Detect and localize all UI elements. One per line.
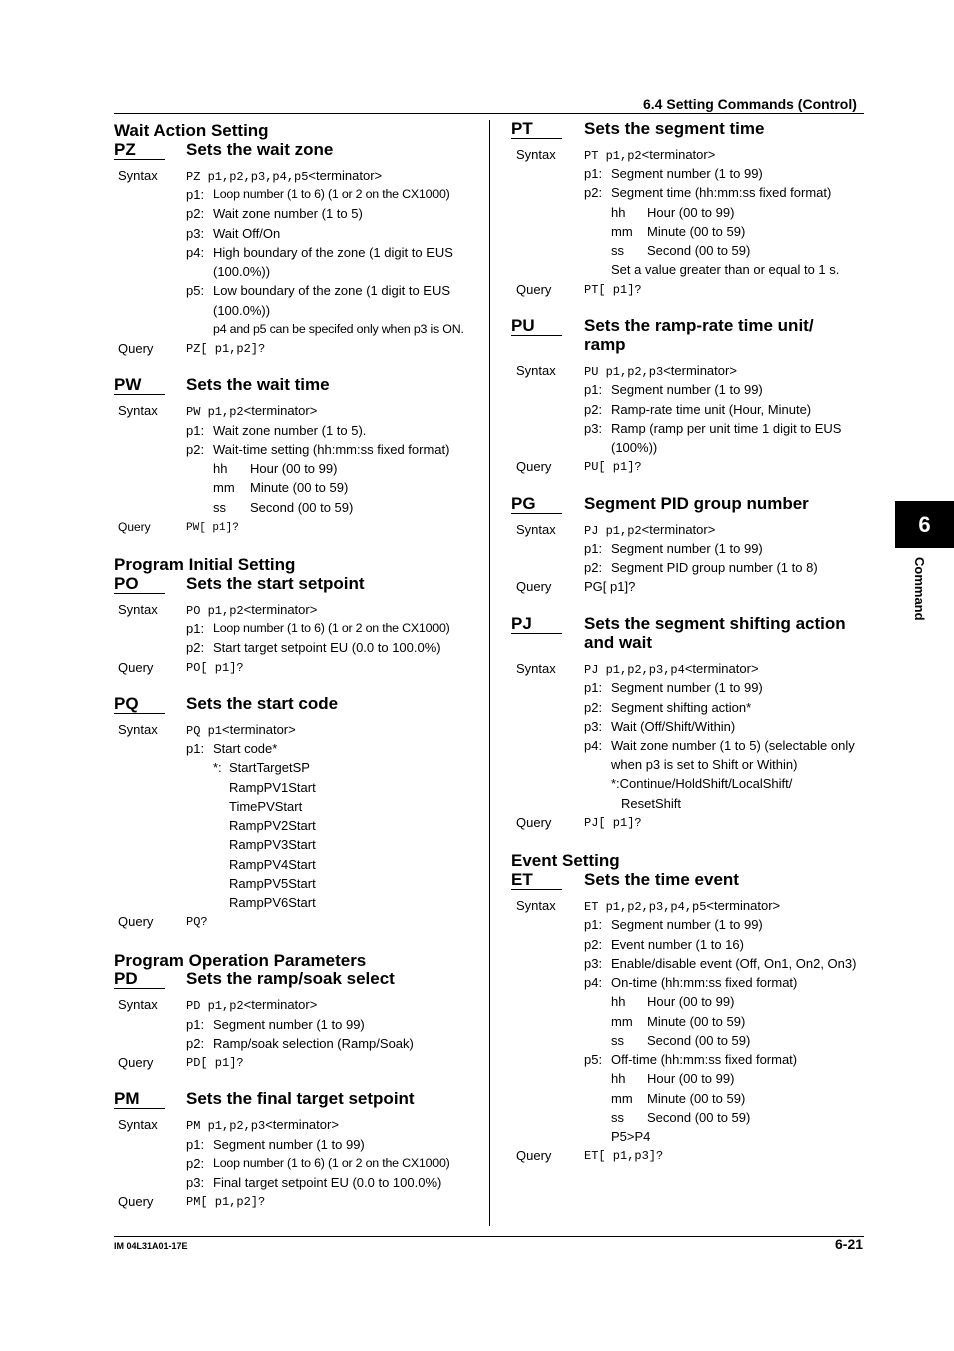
- time-unit: ss: [611, 243, 624, 258]
- command-code: PQ: [114, 694, 139, 713]
- param-desc: Segment number (1 to 99): [213, 1137, 365, 1152]
- start-code-item: RampPV1Start: [229, 780, 316, 795]
- param-desc: Wait zone number (1 to 5) (selectable only: [611, 738, 855, 753]
- query-label: Query: [118, 1194, 154, 1209]
- query-label: Query: [516, 282, 552, 297]
- running-header: 6.4 Setting Commands (Control): [643, 96, 857, 112]
- query-label: Query: [118, 341, 154, 356]
- time-unit: hh: [611, 994, 626, 1009]
- param-desc: Start code*: [213, 741, 278, 756]
- time-unit-desc: Second (00 to 59): [647, 1110, 751, 1125]
- param-desc: Loop number (1 to 6) (1 or 2 on the CX1000): [213, 1156, 450, 1170]
- start-code-item: RampPV6Start: [229, 895, 316, 910]
- time-unit: hh: [611, 1071, 626, 1086]
- syntax-label: Syntax: [516, 147, 556, 162]
- code-underline: [511, 889, 562, 890]
- footnote-marker: *:: [213, 760, 222, 775]
- param-desc-cont: (100.0%)): [213, 303, 271, 318]
- query-syntax: PW[ p1]?: [186, 522, 239, 534]
- param-desc: Enable/disable event (Off, On1, On2, On3): [611, 956, 857, 971]
- document-id: IM 04L31A01-17E: [114, 1241, 188, 1251]
- param-desc: Wait Off/On: [213, 226, 281, 241]
- param-desc: Wait zone number (1 to 5).: [213, 423, 367, 438]
- command-title: Sets the wait time: [186, 375, 330, 394]
- footnote: *:Continue/HoldShift/LocalShift/: [611, 776, 793, 791]
- param-desc-cont: (100%)): [611, 440, 658, 455]
- time-unit-desc: Minute (00 to 59): [647, 1091, 746, 1106]
- syntax-label: Syntax: [118, 997, 158, 1012]
- command-code: PZ: [114, 140, 136, 159]
- time-unit: mm: [611, 224, 633, 239]
- syntax-line: PW p1,p2<terminator>: [186, 403, 318, 419]
- param-label: p4:: [584, 975, 603, 990]
- param-label: p3:: [584, 719, 603, 734]
- command-code: PG: [511, 494, 536, 513]
- param-desc: Ramp-rate time unit (Hour, Minute): [611, 402, 812, 417]
- param-desc: Loop number (1 to 6) (1 or 2 on the CX1000): [213, 621, 450, 635]
- code-underline: [114, 593, 165, 594]
- param-label: p1:: [584, 382, 603, 397]
- query-syntax: PG[ p1]?: [584, 579, 636, 594]
- code-underline: [114, 988, 165, 989]
- command-code: PM: [114, 1089, 140, 1108]
- start-code-item: RampPV4Start: [229, 857, 316, 872]
- param-label: p1:: [186, 1137, 205, 1152]
- param-label: p5:: [186, 283, 205, 298]
- param-label: p1:: [584, 166, 603, 181]
- param-label: p2:: [584, 402, 603, 417]
- param-label: p1:: [186, 741, 205, 756]
- note: Set a value greater than or equal to 1 s.: [611, 262, 840, 277]
- section-heading: Program Operation Parameters: [114, 951, 367, 970]
- param-label: p2:: [584, 937, 603, 952]
- syntax-line: PJ p1,p2,p3,p4<terminator>: [584, 661, 759, 677]
- query-label: Query: [516, 815, 552, 830]
- query-label: Query: [118, 660, 154, 675]
- time-unit-desc: Minute (00 to 59): [250, 480, 349, 495]
- code-underline: [511, 513, 562, 514]
- param-desc-cont: (100.0%)): [213, 264, 271, 279]
- start-code-item: RampPV5Start: [229, 876, 316, 891]
- param-desc: Segment number (1 to 99): [611, 680, 763, 695]
- syntax-label: Syntax: [118, 602, 158, 617]
- param-label: p1:: [584, 680, 603, 695]
- query-syntax: PJ[ p1]?: [584, 816, 642, 830]
- command-title: Segment PID group number: [584, 494, 809, 513]
- param-label: p3:: [186, 1175, 205, 1190]
- time-unit: ss: [213, 500, 226, 515]
- param-label: p4:: [584, 738, 603, 753]
- param-label: p2:: [186, 1156, 205, 1171]
- section-heading: Event Setting: [511, 851, 620, 870]
- command-code: PT: [511, 119, 533, 138]
- syntax-line: PJ p1,p2<terminator>: [584, 522, 716, 538]
- param-desc: Segment number (1 to 99): [611, 541, 763, 556]
- query-label: Query: [516, 1148, 552, 1163]
- column-divider: [489, 120, 490, 1226]
- command-title: Sets the time event: [584, 870, 739, 889]
- param-desc: Wait zone number (1 to 5): [213, 206, 363, 221]
- query-label: Query: [118, 1055, 154, 1070]
- syntax-line: ET p1,p2,p3,p4,p5<terminator>: [584, 898, 781, 914]
- syntax-line: PM p1,p2,p3<terminator>: [186, 1117, 339, 1133]
- chapter-tab: 6: [895, 501, 954, 548]
- param-desc-cont: when p3 is set to Shift or Within): [611, 757, 798, 772]
- note: p4 and p5 can be specifed only when p3 is ON.: [213, 322, 464, 336]
- param-label: p1:: [186, 1017, 205, 1032]
- param-desc: Wait (Off/Shift/Within): [611, 719, 736, 734]
- param-desc: Segment number (1 to 99): [611, 166, 763, 181]
- header-rule: [114, 113, 864, 114]
- start-code-item: RampPV3Start: [229, 837, 316, 852]
- time-unit-desc: Second (00 to 59): [250, 500, 354, 515]
- time-unit-desc: Minute (00 to 59): [647, 1014, 746, 1029]
- command-code: PJ: [511, 614, 532, 633]
- command-code: ET: [511, 870, 533, 889]
- time-unit-desc: Second (00 to 59): [647, 1033, 751, 1048]
- command-title-cont: ramp: [584, 335, 626, 354]
- param-label: p3:: [584, 421, 603, 436]
- param-desc: Segment PID group number (1 to 8): [611, 560, 818, 575]
- query-label: Query: [516, 579, 552, 594]
- start-code-item: StartTargetSP: [229, 760, 310, 775]
- syntax-label: Syntax: [516, 898, 556, 913]
- time-unit: mm: [213, 480, 235, 495]
- command-title: Sets the start setpoint: [186, 574, 365, 593]
- param-desc: Loop number (1 to 6) (1 or 2 on the CX1000): [213, 187, 450, 201]
- param-desc: Low boundary of the zone (1 digit to EUS: [213, 283, 451, 298]
- syntax-line: PT p1,p2<terminator>: [584, 147, 716, 163]
- param-desc: Segment number (1 to 99): [213, 1017, 365, 1032]
- param-desc: Off-time (hh:mm:ss fixed format): [611, 1052, 798, 1067]
- syntax-label: Syntax: [516, 522, 556, 537]
- syntax-label: Syntax: [118, 1117, 158, 1132]
- command-title-cont: and wait: [584, 633, 653, 652]
- param-desc: Segment number (1 to 99): [611, 382, 763, 397]
- time-unit-desc: Hour (00 to 99): [647, 1071, 735, 1086]
- param-label: p1:: [584, 541, 603, 556]
- syntax-line: PU p1,p2,p3<terminator>: [584, 363, 737, 379]
- page-number: 6-21: [835, 1236, 864, 1252]
- syntax-label: Syntax: [118, 722, 158, 737]
- section-heading: Program Initial Setting: [114, 555, 296, 574]
- param-label: p2:: [186, 442, 205, 457]
- param-label: p2:: [584, 560, 603, 575]
- code-underline: [511, 633, 562, 634]
- query-label: Query: [118, 914, 154, 929]
- time-unit-desc: Second (00 to 59): [647, 243, 751, 258]
- command-title: Sets the segment shifting action: [584, 614, 846, 633]
- query-syntax: PZ[ p1,p2]?: [186, 342, 266, 356]
- query-label: Query: [516, 459, 552, 474]
- param-desc: Segment time (hh:mm:ss fixed format): [611, 185, 832, 200]
- time-unit: ss: [611, 1110, 624, 1125]
- command-title: Sets the final target setpoint: [186, 1089, 415, 1108]
- param-desc: On-time (hh:mm:ss fixed format): [611, 975, 798, 990]
- time-unit-desc: Hour (00 to 99): [250, 461, 338, 476]
- query-syntax: PO[ p1]?: [186, 661, 244, 675]
- time-unit: mm: [611, 1091, 633, 1106]
- command-code: PU: [511, 316, 535, 335]
- param-label: p4:: [186, 245, 205, 260]
- section-heading: Wait Action Setting: [114, 121, 269, 140]
- param-label: p1:: [584, 917, 603, 932]
- code-underline: [114, 394, 165, 395]
- syntax-label: Syntax: [516, 363, 556, 378]
- syntax-line: PO p1,p2<terminator>: [186, 602, 318, 618]
- param-desc: Wait-time setting (hh:mm:ss fixed format): [213, 442, 450, 457]
- param-desc: Segment shifting action*: [611, 700, 752, 715]
- syntax-label: Syntax: [118, 168, 158, 183]
- param-label: p5:: [584, 1052, 603, 1067]
- param-desc: High boundary of the zone (1 digit to EUS: [213, 245, 453, 260]
- footer-rule: [114, 1236, 864, 1237]
- syntax-line: PD p1,p2<terminator>: [186, 997, 318, 1013]
- command-title: Sets the ramp-rate time unit/: [584, 316, 814, 335]
- time-unit-desc: Minute (00 to 59): [647, 224, 746, 239]
- param-label: p1:: [186, 423, 205, 438]
- command-title: Sets the start code: [186, 694, 339, 713]
- time-unit: hh: [611, 205, 626, 220]
- time-unit-desc: Hour (00 to 99): [647, 205, 735, 220]
- command-title: Sets the segment time: [584, 119, 765, 138]
- param-label: p2:: [584, 700, 603, 715]
- param-desc: Event number (1 to 16): [611, 937, 744, 952]
- time-unit: mm: [611, 1014, 633, 1029]
- param-label: p1:: [186, 621, 205, 636]
- query-syntax: PU[ p1]?: [584, 460, 642, 474]
- code-underline: [114, 713, 165, 714]
- code-underline: [511, 335, 562, 336]
- time-unit: ss: [611, 1033, 624, 1048]
- time-unit-desc: Hour (00 to 99): [647, 994, 735, 1009]
- code-underline: [114, 159, 165, 160]
- param-label: p3:: [584, 956, 603, 971]
- command-code: PD: [114, 969, 138, 988]
- start-code-item: TimePVStart: [229, 799, 303, 814]
- param-label: p2:: [584, 185, 603, 200]
- syntax-line: PQ p1<terminator>: [186, 722, 296, 738]
- footnote-cont: ResetShift: [621, 796, 681, 811]
- command-title: Sets the ramp/soak select: [186, 969, 395, 988]
- query-syntax: ET[ p1,p3]?: [584, 1149, 664, 1163]
- param-label: p2:: [186, 206, 205, 221]
- query-syntax: PQ?: [186, 915, 208, 929]
- param-desc: Final target setpoint EU (0.0 to 100.0%): [213, 1175, 442, 1190]
- param-label: p1:: [186, 187, 205, 202]
- param-desc: Start target setpoint EU (0.0 to 100.0%): [213, 640, 441, 655]
- note: P5>P4: [611, 1129, 651, 1144]
- time-unit: hh: [213, 461, 228, 476]
- syntax-label: Syntax: [118, 403, 158, 418]
- param-label: p2:: [186, 640, 205, 655]
- param-desc: Ramp/soak selection (Ramp/Soak): [213, 1036, 414, 1051]
- query-syntax: PT[ p1]?: [584, 283, 642, 297]
- command-code: PW: [114, 375, 142, 394]
- query-syntax: PM[ p1,p2]?: [186, 1195, 266, 1209]
- start-code-item: RampPV2Start: [229, 818, 316, 833]
- query-label: Query: [118, 520, 151, 534]
- code-underline: [114, 1108, 165, 1109]
- code-underline: [511, 138, 562, 139]
- param-label: p3:: [186, 226, 205, 241]
- command-title: Sets the wait zone: [186, 140, 334, 159]
- param-desc: Segment number (1 to 99): [611, 917, 763, 932]
- syntax-label: Syntax: [516, 661, 556, 676]
- param-label: p2:: [186, 1036, 205, 1051]
- syntax-line: PZ p1,p2,p3,p4,p5<terminator>: [186, 168, 383, 184]
- command-code: PO: [114, 574, 139, 593]
- param-desc: Ramp (ramp per unit time 1 digit to EUS: [611, 421, 842, 436]
- query-syntax: PD[ p1]?: [186, 1056, 244, 1070]
